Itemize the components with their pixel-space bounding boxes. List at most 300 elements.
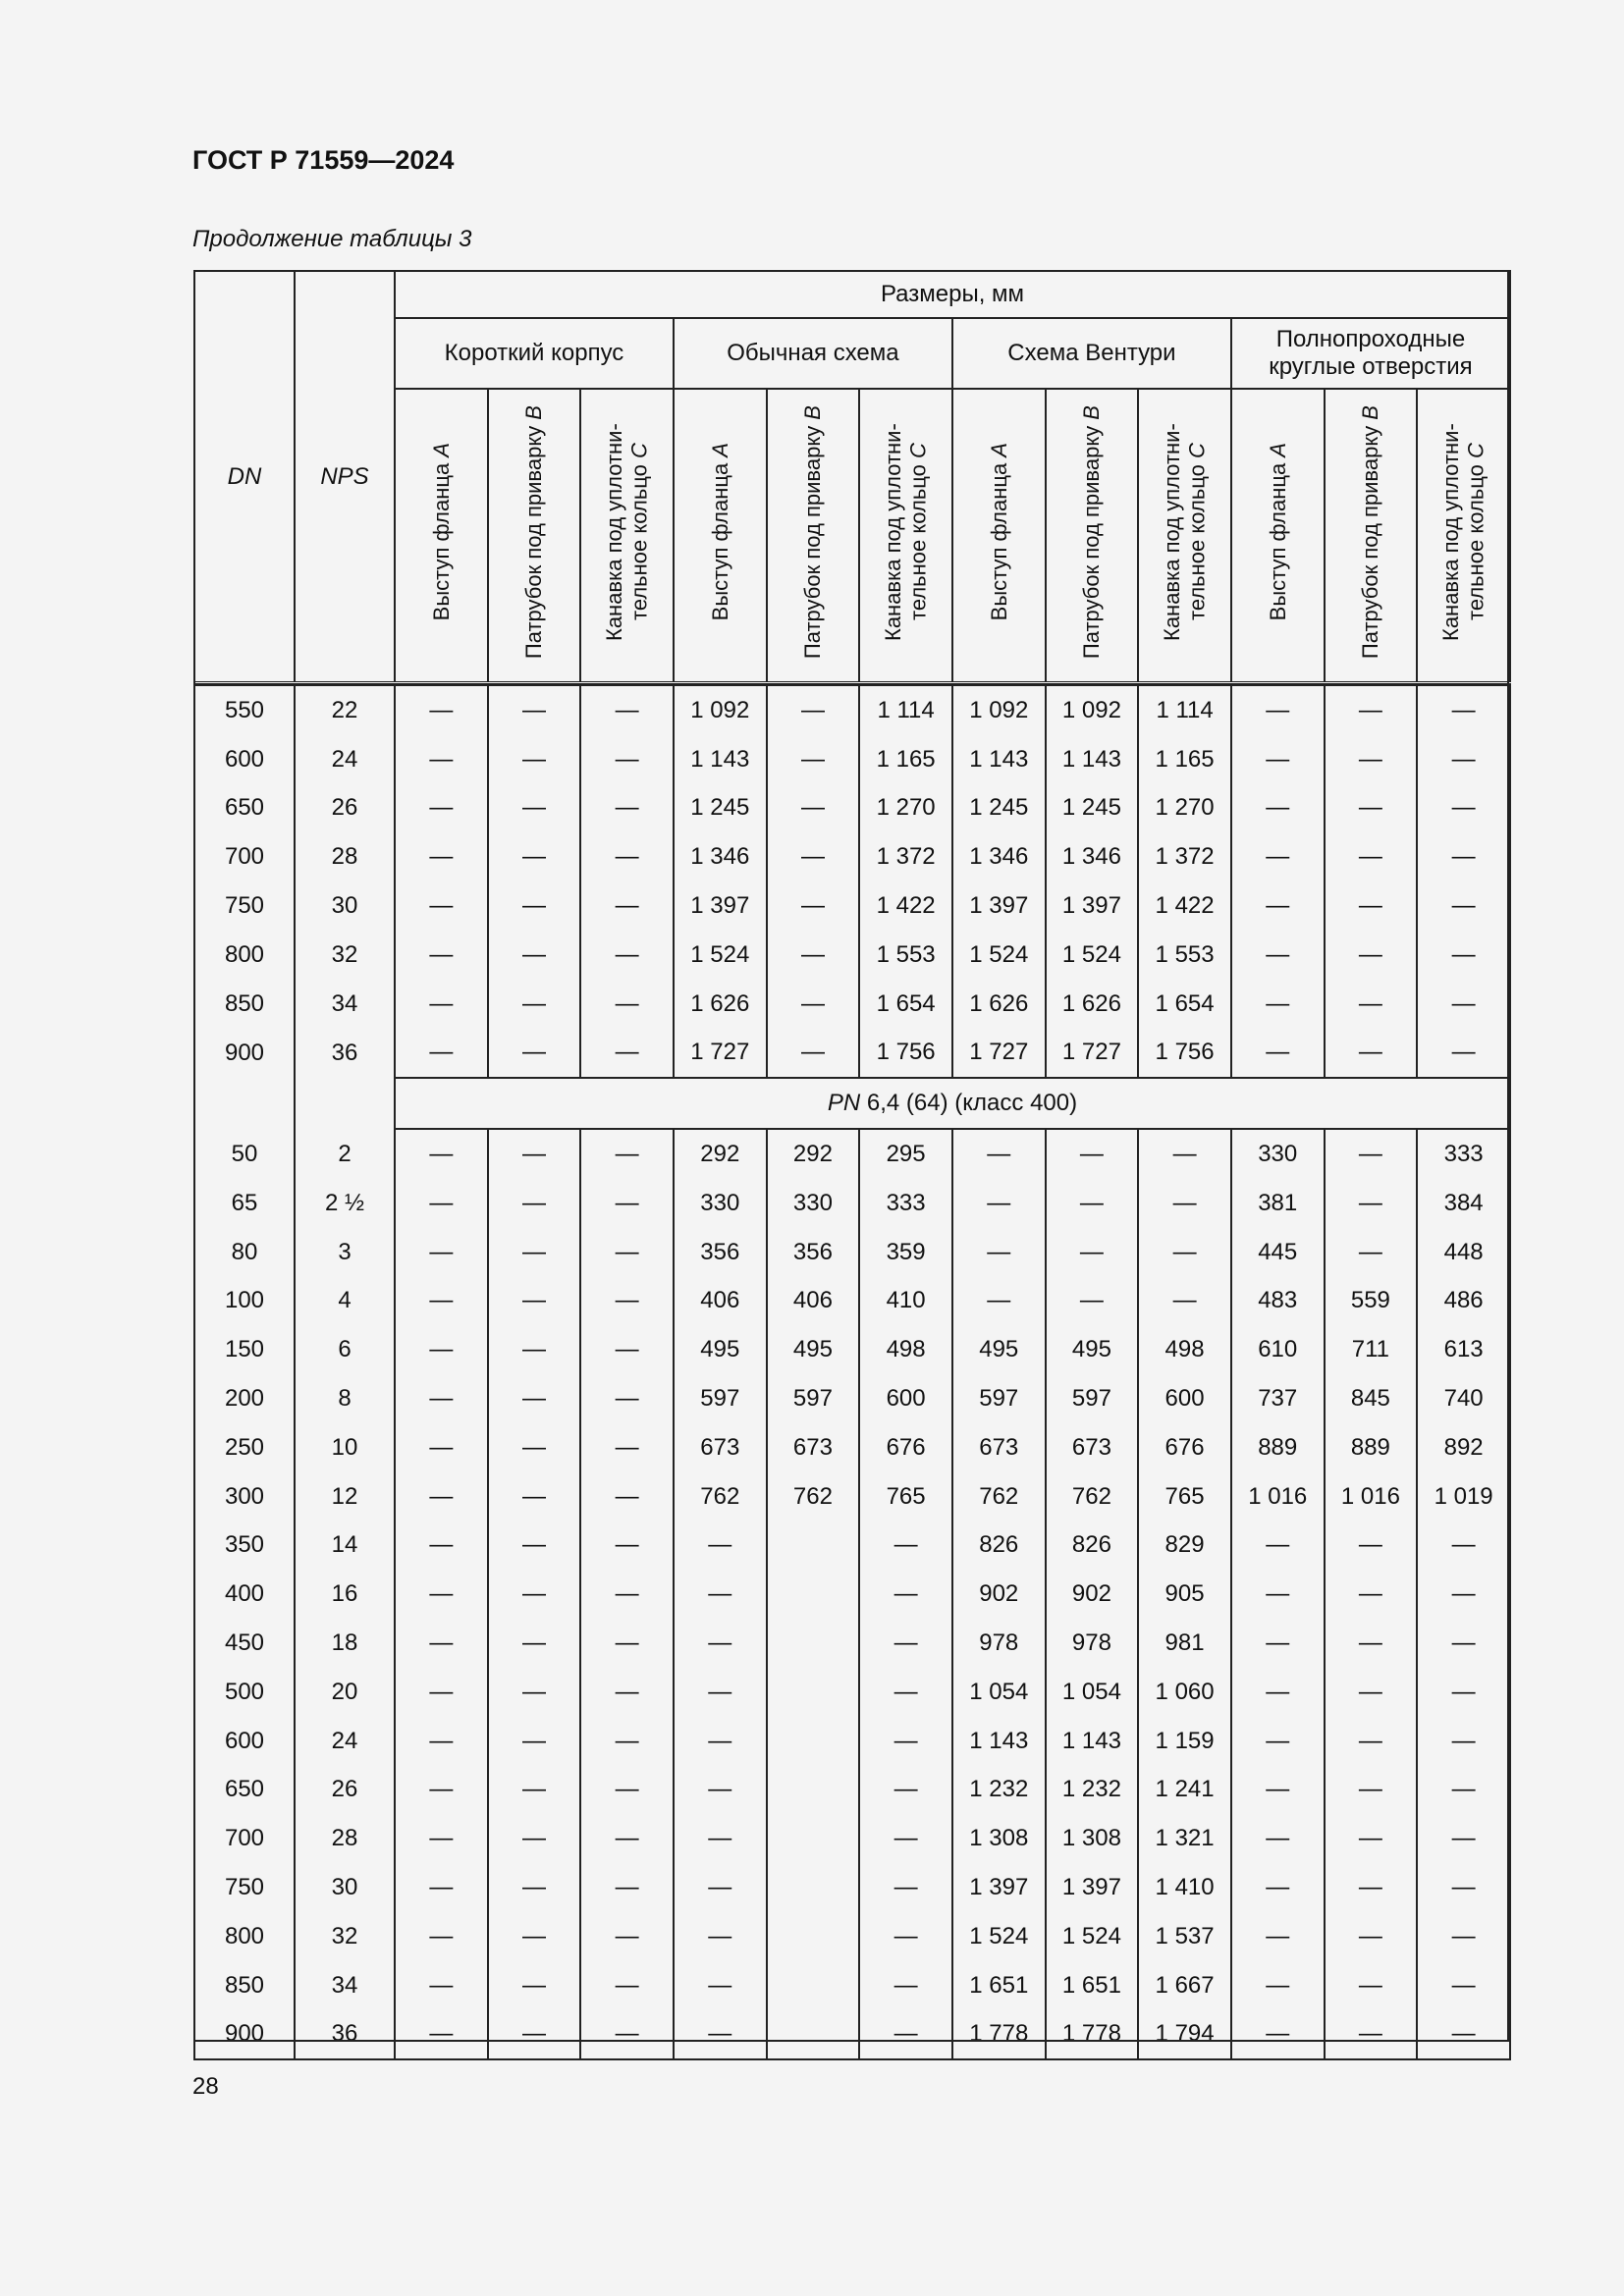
table-cell: — xyxy=(1325,980,1418,1029)
table-cell: — xyxy=(488,1029,581,1079)
header-subcolumn xyxy=(395,389,488,683)
table-cell: — xyxy=(580,881,674,931)
table-cell: — xyxy=(1325,2010,1418,2060)
table-cell: 762 xyxy=(674,1472,767,1522)
table-row xyxy=(194,1668,1510,1717)
table-cell: 1 778 xyxy=(952,2010,1046,2060)
table-cell: 1 372 xyxy=(1138,832,1231,881)
table-cell: 750 xyxy=(194,1863,295,1912)
table-cell: — xyxy=(1417,881,1510,931)
table-cell: — xyxy=(859,1619,952,1668)
table-cell: — xyxy=(1325,1619,1418,1668)
table-cell: — xyxy=(488,2010,581,2060)
table-cell: — xyxy=(580,1277,674,1326)
table-cell: — xyxy=(674,1570,767,1619)
table-cell: — xyxy=(488,832,581,881)
subcolumn-variable: A xyxy=(707,443,732,458)
table-row xyxy=(194,1863,1510,1912)
table-cell: — xyxy=(1325,1129,1418,1179)
table-cell: — xyxy=(1231,1619,1325,1668)
table-cell: — xyxy=(1417,1570,1510,1619)
table-cell: — xyxy=(580,1472,674,1522)
header-subcolumn xyxy=(859,389,952,683)
table-cell: — xyxy=(395,931,488,980)
subcolumn-variable: C xyxy=(1184,443,1210,459)
table-cell xyxy=(767,1668,860,1717)
table-row xyxy=(194,1814,1510,1863)
table-cell: — xyxy=(1417,1814,1510,1863)
table-cell: 250 xyxy=(194,1423,295,1472)
table-cell: — xyxy=(395,1570,488,1619)
table-cell: — xyxy=(580,1814,674,1863)
table-cell: — xyxy=(1231,685,1325,735)
table-cell: — xyxy=(395,1717,488,1766)
table-cell: 34 xyxy=(295,980,395,1029)
table-cell: 800 xyxy=(194,931,295,980)
table-cell: 1 626 xyxy=(952,980,1046,1029)
table-cell: 12 xyxy=(295,1472,395,1522)
table-cell: 292 xyxy=(674,1129,767,1179)
subcolumn-text: Патрубок под приварку xyxy=(1079,419,1105,660)
table-cell: — xyxy=(1417,1717,1510,1766)
table-cell: — xyxy=(1325,1961,1418,2010)
table-cell: 24 xyxy=(295,1717,395,1766)
table-cell: — xyxy=(952,1129,1046,1179)
table-cell: — xyxy=(488,1961,581,2010)
table-cell: — xyxy=(1417,685,1510,735)
table-cell: — xyxy=(1231,881,1325,931)
table-cell: 900 xyxy=(194,2010,295,2060)
table-cell: — xyxy=(1417,784,1510,833)
header-sizes: Размеры, мм xyxy=(395,271,1510,318)
table-cell: — xyxy=(859,1717,952,1766)
table-cell: 333 xyxy=(1417,1129,1510,1179)
table-cell: — xyxy=(1231,1570,1325,1619)
table-cell: — xyxy=(1231,1912,1325,1961)
table-cell: — xyxy=(395,1766,488,1815)
table-cell: — xyxy=(488,685,581,735)
table-cell: 1 143 xyxy=(1046,735,1139,784)
table-cell: 902 xyxy=(952,1570,1046,1619)
table-cell: — xyxy=(1325,1029,1418,1079)
table-cell: 356 xyxy=(674,1228,767,1277)
table-cell: 498 xyxy=(859,1325,952,1374)
table-cell: 613 xyxy=(1417,1325,1510,1374)
table-cell: — xyxy=(1417,1961,1510,2010)
table-cell: — xyxy=(580,1179,674,1228)
table-cell: 1 524 xyxy=(952,1912,1046,1961)
table-cell: 495 xyxy=(1046,1325,1139,1374)
subcolumn-text: Канавка под уплотни-тельное кольцо xyxy=(1160,423,1210,641)
table-cell: — xyxy=(674,2010,767,2060)
table-cell: — xyxy=(580,1961,674,2010)
table-cell: — xyxy=(488,1814,581,1863)
table-cell: — xyxy=(1231,1717,1325,1766)
table-cell: 559 xyxy=(1325,1277,1418,1326)
subcolumn-text: Выступ фланца xyxy=(428,457,454,621)
table-cell: — xyxy=(767,784,860,833)
subcolumn-text: Канавка под уплотни-тельное кольцо xyxy=(1438,423,1489,641)
table-cell: — xyxy=(767,931,860,980)
table-cell: 50 xyxy=(194,1129,295,1179)
table-cell: — xyxy=(488,735,581,784)
table-cell: — xyxy=(488,1325,581,1374)
table-cell: 1 143 xyxy=(952,735,1046,784)
table-cell: 359 xyxy=(859,1228,952,1277)
table-cell: 28 xyxy=(295,832,395,881)
table-row xyxy=(194,1325,1510,1374)
table-cell: 80 xyxy=(194,1228,295,1277)
subcolumn-label xyxy=(521,405,546,659)
subcolumn-text: Канавка под уплотни-тельное кольцо xyxy=(881,423,931,641)
subcolumn-text: Патрубок под приварку xyxy=(800,419,826,660)
table-cell: 1 410 xyxy=(1138,1863,1231,1912)
table-cell: 36 xyxy=(295,1029,395,1079)
table-row xyxy=(194,1374,1510,1423)
subcolumn-variable: B xyxy=(800,404,826,420)
table-cell xyxy=(767,2010,860,2060)
table-cell: 650 xyxy=(194,1766,295,1815)
table-cell: — xyxy=(580,1863,674,1912)
table-cell: — xyxy=(488,1179,581,1228)
table-cell: 34 xyxy=(295,1961,395,2010)
table-cell: 410 xyxy=(859,1277,952,1326)
table-cell: 6 xyxy=(295,1325,395,1374)
table-cell: 1 397 xyxy=(952,881,1046,931)
header-subcolumn xyxy=(767,389,860,683)
table-cell: — xyxy=(395,881,488,931)
table-cell: — xyxy=(580,1374,674,1423)
table-cell: — xyxy=(1231,931,1325,980)
table-cell: — xyxy=(580,1570,674,1619)
table-cell: — xyxy=(952,1228,1046,1277)
table-cell: 750 xyxy=(194,881,295,931)
table-cell: — xyxy=(1417,2010,1510,2060)
table-cell: 1 019 xyxy=(1417,1472,1510,1522)
table-row xyxy=(194,1129,1510,1179)
table-cell: 1 092 xyxy=(674,685,767,735)
table-cell: — xyxy=(1325,1863,1418,1912)
table-cell xyxy=(767,1961,860,2010)
table-cell: — xyxy=(395,1472,488,1522)
table-cell: 28 xyxy=(295,1814,395,1863)
subcolumn-text: Выступ фланца xyxy=(707,457,732,621)
table-cell: — xyxy=(1046,1228,1139,1277)
table-cell: 762 xyxy=(767,1472,860,1522)
table-cell: 1 397 xyxy=(1046,881,1139,931)
table-cell: — xyxy=(1046,1129,1139,1179)
page-number: 28 xyxy=(192,2073,219,2100)
table-cell: — xyxy=(1046,1179,1139,1228)
document-title: ГОСТ Р 71559—2024 xyxy=(192,145,455,175)
table-cell: — xyxy=(395,1619,488,1668)
header-group: Короткий корпус xyxy=(395,318,674,389)
table-cell xyxy=(767,1863,860,1912)
header-subcolumn xyxy=(1138,389,1231,683)
table-cell: — xyxy=(767,685,860,735)
subcolumn-label xyxy=(987,443,1011,620)
subcolumn-text: Выступ фланца xyxy=(986,457,1011,621)
table-cell: — xyxy=(859,1912,952,1961)
table-cell: 1 626 xyxy=(1046,980,1139,1029)
table-cell: — xyxy=(580,1228,674,1277)
table-cell: 20 xyxy=(295,1668,395,1717)
table-cell: — xyxy=(488,931,581,980)
table-cell: 1 654 xyxy=(859,980,952,1029)
subcolumn-text: Выступ фланца xyxy=(1265,457,1290,621)
table-cell: — xyxy=(1231,1522,1325,1571)
table-cell: 826 xyxy=(1046,1522,1139,1571)
table-cell: — xyxy=(1138,1228,1231,1277)
table-row xyxy=(194,1029,1510,1079)
table-cell: 2 ½ xyxy=(295,1179,395,1228)
table-cell: — xyxy=(1417,1619,1510,1668)
pn-text: 6,4 (64) (класс 400) xyxy=(860,1090,1078,1117)
table-cell: 1 054 xyxy=(952,1668,1046,1717)
table-cell xyxy=(767,1912,860,1961)
subcolumn-variable: A xyxy=(428,443,454,458)
table-cell: 1 241 xyxy=(1138,1766,1231,1815)
table-cell: 4 xyxy=(295,1277,395,1326)
table-row xyxy=(194,685,1510,735)
table-cell: 902 xyxy=(1046,1570,1139,1619)
table-cell: — xyxy=(580,1129,674,1179)
table-cell: 981 xyxy=(1138,1619,1231,1668)
subcolumn-variable: A xyxy=(986,443,1011,458)
table-cell: 737 xyxy=(1231,1374,1325,1423)
table-row xyxy=(194,2010,1510,2060)
pn-variable: PN xyxy=(827,1090,861,1117)
table-cell: — xyxy=(1417,1766,1510,1815)
table-cell: — xyxy=(395,980,488,1029)
subcolumn-label xyxy=(1438,390,1489,674)
table-cell: 762 xyxy=(952,1472,1046,1522)
table-cell: — xyxy=(395,1912,488,1961)
table-cell: 150 xyxy=(194,1325,295,1374)
table-cell: 1 016 xyxy=(1231,1472,1325,1522)
table-cell: 905 xyxy=(1138,1570,1231,1619)
table-cell: 356 xyxy=(767,1228,860,1277)
table-cell: — xyxy=(952,1277,1046,1326)
table-cell: — xyxy=(488,1374,581,1423)
table-cell: — xyxy=(488,1766,581,1815)
table-cell: 673 xyxy=(1046,1423,1139,1472)
table-cell: 486 xyxy=(1417,1277,1510,1326)
table-cell: 1 092 xyxy=(1046,685,1139,735)
table-row xyxy=(194,1570,1510,1619)
table-cell: 1 397 xyxy=(1046,1863,1139,1912)
table-cell: — xyxy=(1325,1228,1418,1277)
table-cell: 22 xyxy=(295,685,395,735)
table-cell: — xyxy=(395,1522,488,1571)
table-cell: 673 xyxy=(674,1423,767,1472)
table-cell: 765 xyxy=(1138,1472,1231,1522)
table-cell: 1 245 xyxy=(1046,784,1139,833)
table-cell: 1 165 xyxy=(859,735,952,784)
table-cell: — xyxy=(488,881,581,931)
table-cell: 597 xyxy=(1046,1374,1139,1423)
header-subcolumn xyxy=(580,389,674,683)
table-cell: — xyxy=(1325,1668,1418,1717)
table-cell: 1 270 xyxy=(859,784,952,833)
table-cell: 1 778 xyxy=(1046,2010,1139,2060)
subcolumn-label xyxy=(429,443,454,620)
table-cell: 889 xyxy=(1325,1423,1418,1472)
table-cell: 650 xyxy=(194,784,295,833)
subcolumn-variable: B xyxy=(1079,404,1105,420)
table-cell: — xyxy=(1231,980,1325,1029)
table-cell: 740 xyxy=(1417,1374,1510,1423)
table-row xyxy=(194,1619,1510,1668)
table-cell: 495 xyxy=(767,1325,860,1374)
table-cell: 850 xyxy=(194,1961,295,2010)
table-row xyxy=(194,1423,1510,1472)
table-cell: — xyxy=(1231,1668,1325,1717)
table-cell: — xyxy=(1325,1766,1418,1815)
table-cell: — xyxy=(395,1129,488,1179)
table-cell: 24 xyxy=(295,735,395,784)
table-cell: — xyxy=(1231,784,1325,833)
table-cell: 1 756 xyxy=(1138,1029,1231,1079)
table-cell: 1 054 xyxy=(1046,1668,1139,1717)
header-subcolumn xyxy=(1231,389,1325,683)
table-cell: — xyxy=(859,2010,952,2060)
table-cell: 65 xyxy=(194,1179,295,1228)
table-cell: 1 626 xyxy=(674,980,767,1029)
pn-section-label xyxy=(395,1078,1510,1129)
subcolumn-text: Патрубок под приварку xyxy=(1358,419,1383,660)
table-cell xyxy=(767,1570,860,1619)
table-cell: — xyxy=(1231,735,1325,784)
table-cell: — xyxy=(1325,1179,1418,1228)
table-cell: 978 xyxy=(952,1619,1046,1668)
table-cell: 1 397 xyxy=(674,881,767,931)
table-cell: — xyxy=(488,1619,581,1668)
table-cell: — xyxy=(1231,1961,1325,2010)
table-cell: — xyxy=(395,2010,488,2060)
subcolumn-label xyxy=(1160,390,1210,674)
table-cell: 597 xyxy=(767,1374,860,1423)
subcolumn-variable: C xyxy=(626,443,652,459)
table-caption: Продолжение таблицы 3 xyxy=(192,226,472,252)
table-cell: — xyxy=(580,735,674,784)
table-cell: — xyxy=(580,685,674,735)
subcolumn-text: Патрубок под приварку xyxy=(521,419,547,660)
table-cell: 610 xyxy=(1231,1325,1325,1374)
table-cell: — xyxy=(1231,2010,1325,2060)
table-cell: 1 422 xyxy=(859,881,952,931)
table-cell: — xyxy=(488,784,581,833)
table-cell: — xyxy=(580,784,674,833)
header-group: Обычная схема xyxy=(674,318,952,389)
table-cell: — xyxy=(580,980,674,1029)
table-cell: — xyxy=(580,931,674,980)
table-cell: 1 422 xyxy=(1138,881,1231,931)
table-cell: — xyxy=(952,1179,1046,1228)
table-row xyxy=(194,1472,1510,1522)
table-cell: 1 114 xyxy=(859,685,952,735)
header-subcolumn xyxy=(488,389,581,683)
table-cell: — xyxy=(488,1668,581,1717)
subcolumn-variable: B xyxy=(521,404,547,420)
table-cell: 1 143 xyxy=(674,735,767,784)
table-cell: 330 xyxy=(674,1179,767,1228)
table-cell: — xyxy=(580,1325,674,1374)
table-cell xyxy=(767,1814,860,1863)
table-cell: — xyxy=(580,1717,674,1766)
table-cell xyxy=(295,1078,395,1129)
table-cell: — xyxy=(1325,1717,1418,1766)
table-cell: 1 114 xyxy=(1138,685,1231,735)
table-cell: 18 xyxy=(295,1619,395,1668)
table-row xyxy=(194,931,1510,980)
subcolumn-variable: B xyxy=(1358,404,1383,420)
table-cell: — xyxy=(767,980,860,1029)
table-cell: 597 xyxy=(952,1374,1046,1423)
table-cell: 100 xyxy=(194,1277,295,1326)
table-cell: 850 xyxy=(194,980,295,1029)
table-cell: — xyxy=(859,1814,952,1863)
subcolumn-variable: C xyxy=(1463,443,1489,459)
table-cell: 1 553 xyxy=(1138,931,1231,980)
table-cell: — xyxy=(674,1717,767,1766)
table-cell: 1 524 xyxy=(952,931,1046,980)
table-cell: — xyxy=(674,1619,767,1668)
table-cell: 978 xyxy=(1046,1619,1139,1668)
table-cell: — xyxy=(1417,931,1510,980)
table-body xyxy=(194,685,1510,2059)
table-cell: 1 346 xyxy=(952,832,1046,881)
table-cell: 292 xyxy=(767,1129,860,1179)
table-cell xyxy=(767,1619,860,1668)
table-cell: — xyxy=(1417,832,1510,881)
table-cell: 1 651 xyxy=(952,1961,1046,2010)
table-cell: 1 794 xyxy=(1138,2010,1231,2060)
table-cell: 384 xyxy=(1417,1179,1510,1228)
table-cell: 1 397 xyxy=(952,1863,1046,1912)
header-dn: DN xyxy=(194,271,295,683)
table-cell: 3 xyxy=(295,1228,395,1277)
table-cell: — xyxy=(1325,881,1418,931)
table-row xyxy=(194,1912,1510,1961)
table-cell: 1 727 xyxy=(674,1029,767,1079)
table-cell: 381 xyxy=(1231,1179,1325,1228)
table-cell: — xyxy=(767,735,860,784)
table-cell: 1 346 xyxy=(1046,832,1139,881)
table-cell: — xyxy=(1417,1668,1510,1717)
header-group: Схема Вентури xyxy=(952,318,1231,389)
table-cell: — xyxy=(395,784,488,833)
table-cell: — xyxy=(488,1863,581,1912)
subcolumn-label xyxy=(1358,405,1382,659)
dimensions-table xyxy=(193,270,1511,2060)
table-cell: — xyxy=(395,1325,488,1374)
subcolumn-label xyxy=(1079,405,1104,659)
table-cell: — xyxy=(395,1179,488,1228)
table-cell: 800 xyxy=(194,1912,295,1961)
table-row xyxy=(194,1522,1510,1571)
table-cell: 1 651 xyxy=(1046,1961,1139,2010)
table-cell: — xyxy=(395,1863,488,1912)
table-cell: — xyxy=(488,1912,581,1961)
table-row xyxy=(194,784,1510,833)
table-cell: — xyxy=(395,1423,488,1472)
table-cell: — xyxy=(395,1277,488,1326)
subcolumn-label xyxy=(708,443,732,620)
table-row xyxy=(194,881,1510,931)
table-cell: 845 xyxy=(1325,1374,1418,1423)
table-header xyxy=(194,271,1510,685)
